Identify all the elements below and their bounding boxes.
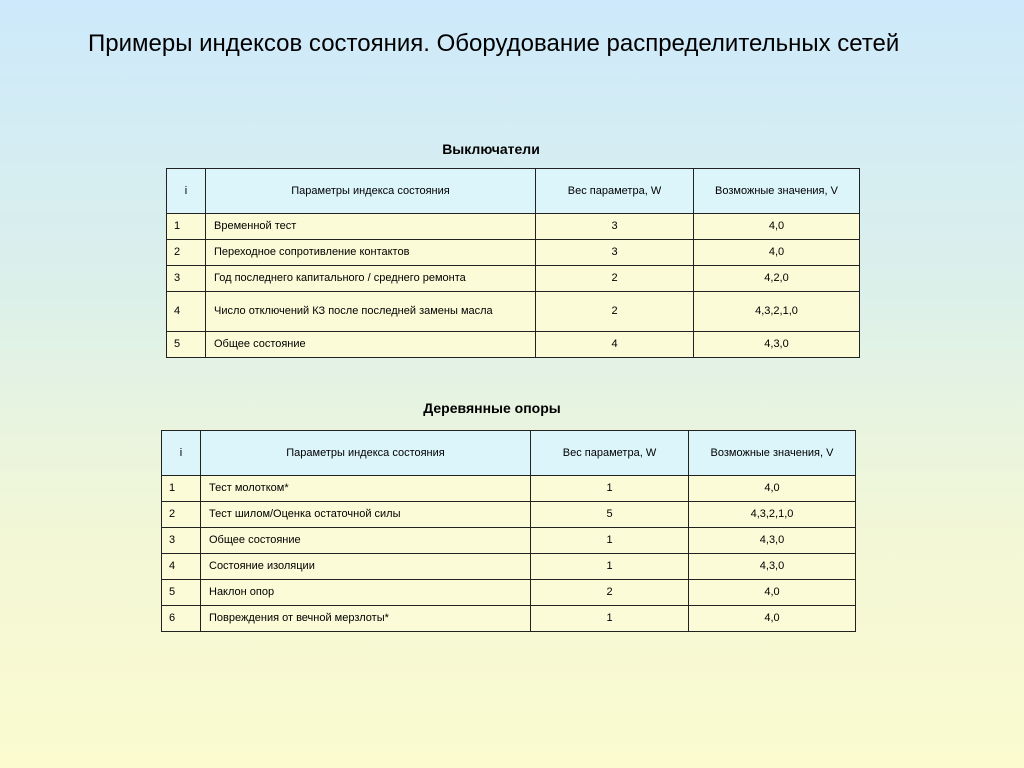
table-row [162,580,856,606]
cell-index: 5 [167,332,206,358]
column-header-parameter: Параметры индекса состояния [201,431,531,476]
column-header-weight: Вес параметра, W [531,431,689,476]
cell-values: 4,3,2,1,0 [694,292,860,332]
cell-index: 3 [167,266,206,292]
column-header-values: Возможные значения, V [694,169,860,214]
table-row [167,240,860,266]
table-row [162,528,856,554]
cell-parameter: Общее состояние [201,528,531,554]
cell-index: 1 [167,214,206,240]
cell-weight: 3 [536,240,694,266]
cell-weight: 2 [531,580,689,606]
cell-index: 2 [167,240,206,266]
cell-parameter: Год последнего капитального / среднего ремонта [206,266,536,292]
cell-weight: 1 [531,476,689,502]
cell-parameter: Число отключений КЗ после последней замены масла [206,292,536,332]
cell-weight: 4 [536,332,694,358]
slide-title: Примеры индексов состояния. Оборудование распределительных сетей [88,30,900,57]
cell-weight: 3 [536,214,694,240]
table-row [162,502,856,528]
table-row [162,554,856,580]
cell-index: 5 [162,580,201,606]
cell-index: 4 [167,292,206,332]
cell-parameter: Временной тест [206,214,536,240]
cell-values: 4,0 [694,240,860,266]
column-header-i: i [167,169,206,214]
column-header-values: Возможные значения, V [689,431,856,476]
cell-values: 4,3,2,1,0 [689,502,856,528]
breakers-table [166,168,860,358]
table-header-row [162,431,856,476]
cell-weight: 5 [531,502,689,528]
cell-weight: 1 [531,554,689,580]
cell-index: 1 [162,476,201,502]
table-row [167,292,860,332]
table-header-row [167,169,860,214]
cell-values: 4,0 [689,606,856,632]
cell-parameter: Переходное сопротивление контактов [206,240,536,266]
cell-index: 3 [162,528,201,554]
cell-parameter: Общее состояние [206,332,536,358]
cell-values: 4,3,0 [694,332,860,358]
table-row [162,606,856,632]
cell-weight: 1 [531,528,689,554]
cell-values: 4,2,0 [694,266,860,292]
table-title-wooden-poles: Деревянные опоры [423,400,561,416]
wooden-poles-table [161,430,856,632]
cell-parameter: Тест шилом/Оценка остаточной силы [201,502,531,528]
table-row [162,476,856,502]
cell-weight: 1 [531,606,689,632]
table-row [167,214,860,240]
cell-values: 4,3,0 [689,554,856,580]
cell-weight: 2 [536,266,694,292]
column-header-parameter: Параметры индекса состояния [206,169,536,214]
cell-index: 4 [162,554,201,580]
cell-parameter: Наклон опор [201,580,531,606]
column-header-i: i [162,431,201,476]
column-header-weight: Вес параметра, W [536,169,694,214]
table-row [167,266,860,292]
cell-parameter: Повреждения от вечной мерзлоты* [201,606,531,632]
table-title-breakers: Выключатели [442,141,540,157]
cell-values: 4,0 [689,476,856,502]
cell-index: 2 [162,502,201,528]
cell-values: 4,0 [694,214,860,240]
cell-index: 6 [162,606,201,632]
cell-values: 4,0 [689,580,856,606]
table-row [167,332,860,358]
cell-parameter: Тест молотком* [201,476,531,502]
cell-parameter: Состояние изоляции [201,554,531,580]
cell-weight: 2 [536,292,694,332]
cell-values: 4,3,0 [689,528,856,554]
